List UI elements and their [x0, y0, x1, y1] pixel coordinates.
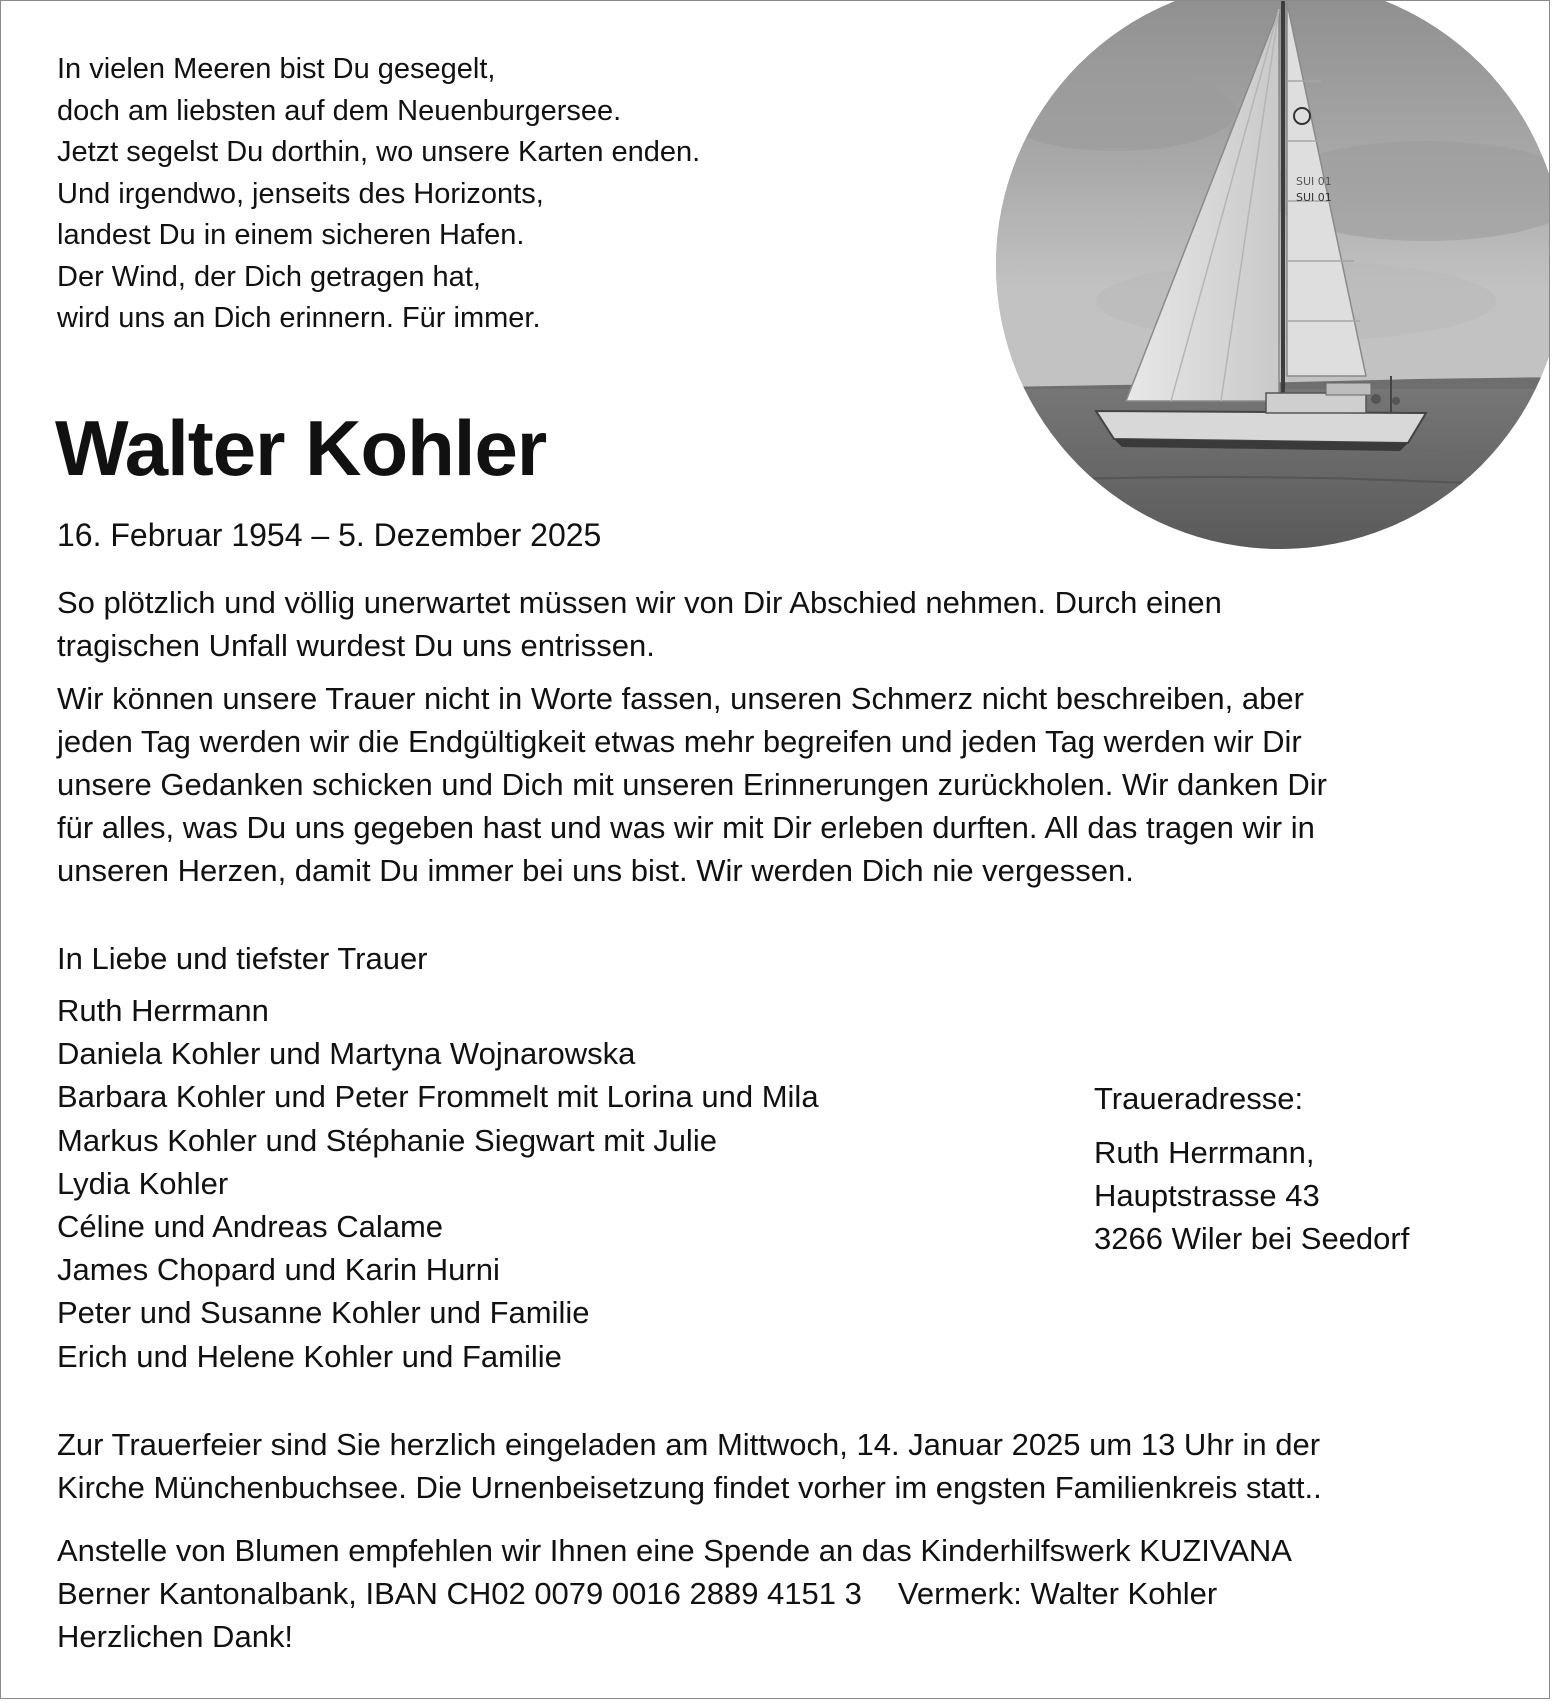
paragraph-line: Kirche Münchenbuchsee. Die Urnenbeisetzung findet vorher im engsten Familienkreis statt..: [57, 1470, 1322, 1505]
sailboat-photo: [996, 0, 1550, 549]
paragraph-line: für alles, was Du uns gegeben hast und was wir mit Dir erleben durften. All das tragen wir in: [57, 810, 1315, 845]
mourner-name: Markus Kohler und Stéphanie Siegwart mit Julie: [57, 1122, 717, 1158]
paragraph-line: tragischen Unfall wurdest Du uns entrissen.: [57, 628, 655, 663]
donation-paragraph: [57, 1529, 1517, 1658]
mourner-name: Lydia Kohler: [57, 1165, 229, 1201]
sail-number: SUI 01: [1296, 191, 1332, 204]
life-dates: 16. Februar 1954 – 5. Dezember 2025: [57, 517, 602, 553]
paragraph-line: So plötzlich und völlig unerwartet müssen wir von Dir Abschied nehmen. Durch einen: [57, 585, 1222, 620]
deceased-name: Walter Kohler: [55, 404, 547, 492]
sail-number-mirrored: SUI 01: [1296, 175, 1332, 188]
poem-line: Der Wind, der Dich getragen hat,: [57, 260, 481, 293]
paragraph-line: Wir können unsere Trauer nicht in Worte fassen, unseren Schmerz nicht beschreiben, aber: [57, 681, 1304, 716]
hull: [1096, 411, 1426, 443]
ceremony-paragraph: [57, 1423, 1517, 1509]
thanks-line: Herzlichen Dank!: [57, 1619, 294, 1654]
address-line: Hauptstrasse 43: [1094, 1178, 1320, 1213]
mourning-address-label: Traueradresse:: [1094, 1081, 1304, 1116]
cabin: [1266, 393, 1366, 413]
announcement-paragraph: [57, 581, 1517, 667]
bank-iban: Berner Kantonalbank, IBAN CH02 0079 0016 2889 4151 3: [57, 1576, 862, 1611]
mourner-name: Daniela Kohler und Martyna Wojnarowska: [57, 1036, 636, 1072]
poem-line: doch am liebsten auf dem Neuenburgersee.: [57, 94, 622, 127]
bank-details: [57, 1572, 1517, 1615]
address-line: Ruth Herrmann,: [1094, 1135, 1315, 1170]
poem-line: wird uns an Dich erinnern. Für immer.: [57, 302, 541, 334]
poem-line: Jetzt segelst Du dorthin, wo unsere Karten enden.: [57, 136, 701, 168]
address-line: 3266 Wiler bei Seedorf: [1094, 1221, 1410, 1256]
poem: [57, 49, 700, 340]
mourner-name: Céline und Andreas Calame: [57, 1209, 444, 1245]
mourning-label: In Liebe und tiefster Trauer: [57, 941, 428, 976]
poem-line: landest Du in einem sicheren Hafen.: [57, 219, 525, 251]
tribute-paragraph: [57, 677, 1517, 892]
mourner-name: Barbara Kohler und Peter Frommelt mit Lorina und Mila: [57, 1079, 819, 1115]
donation-remark: Vermerk: Walter Kohler: [897, 1576, 1218, 1611]
paragraph-line: Zur Trauerfeier sind Sie herzlich eingeladen am Mittwoch, 14. Januar 2025 um 13 Uhr in der: [57, 1427, 1321, 1462]
paragraph-line: unsere Gedanken schicken und Dich mit unseren Erinnerungen zurückholen. Wir danken Dir: [57, 767, 1327, 802]
mourners-list: [57, 989, 819, 1378]
donation-line: Anstelle von Blumen empfehlen wir Ihnen eine Spende an das Kinderhilfswerk KUZIVANA: [57, 1533, 1292, 1568]
poem-line: In vielen Meeren bist Du gesegelt,: [57, 53, 496, 85]
mourner-name: Ruth Herrmann: [57, 993, 269, 1028]
paragraph-line: jeden Tag werden wir die Endgültigkeit etwas mehr begreifen und jeden Tag werden wir Dir: [57, 724, 1302, 759]
mourning-address: [1094, 1131, 1409, 1260]
mourner-name: James Chopard und Karin Hurni: [57, 1252, 500, 1288]
poem-line: Und irgendwo, jenseits des Horizonts,: [57, 177, 544, 210]
mourner-name: Erich und Helene Kohler und Familie: [57, 1338, 562, 1374]
paragraph-line: unseren Herzen, damit Du immer bei uns bist. Wir werden Dich nie vergessen.: [57, 853, 1134, 888]
mourner-name: Peter und Susanne Kohler und Familie: [57, 1295, 590, 1331]
